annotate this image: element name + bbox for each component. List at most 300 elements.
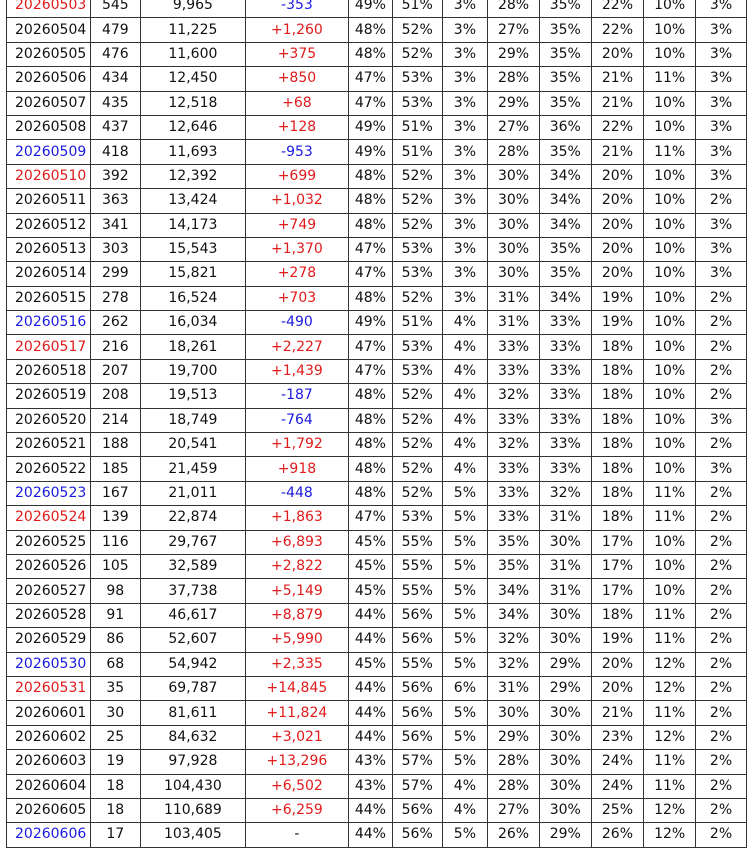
percent-cell-1: 49% bbox=[349, 311, 393, 335]
table-row bbox=[7, 554, 747, 578]
change-cell: +749 bbox=[245, 213, 348, 237]
percent-cell-5: 33% bbox=[539, 384, 591, 408]
percent-cell-8: 2% bbox=[696, 676, 747, 700]
rank-cell: 35 bbox=[90, 676, 140, 700]
rank-cell: 167 bbox=[90, 481, 140, 505]
percent-cell-1: 43% bbox=[349, 774, 393, 798]
percent-cell-8: 3% bbox=[696, 262, 747, 286]
percent-cell-4: 30% bbox=[488, 262, 540, 286]
percent-cell-7: 12% bbox=[644, 823, 696, 847]
percent-cell-7: 10% bbox=[644, 554, 696, 578]
count-cell: 104,430 bbox=[141, 774, 246, 798]
rank-cell: 299 bbox=[90, 262, 140, 286]
percent-cell-5: 33% bbox=[539, 433, 591, 457]
date-cell: 20260509 bbox=[7, 140, 91, 164]
rank-cell: 392 bbox=[90, 164, 140, 188]
percent-cell-8: 2% bbox=[696, 750, 747, 774]
date-cell: 20260530 bbox=[7, 652, 91, 676]
percent-cell-5: 29% bbox=[539, 676, 591, 700]
percent-cell-7: 10% bbox=[644, 262, 696, 286]
percent-cell-6: 25% bbox=[591, 798, 644, 822]
date-cell: 20260516 bbox=[7, 311, 91, 335]
count-cell: 15,543 bbox=[141, 237, 246, 261]
percent-cell-7: 10% bbox=[644, 213, 696, 237]
percent-cell-3: 4% bbox=[442, 359, 487, 383]
percent-cell-4: 28% bbox=[488, 774, 540, 798]
percent-cell-2: 55% bbox=[392, 652, 442, 676]
table-row bbox=[7, 652, 747, 676]
percent-cell-8: 2% bbox=[696, 286, 747, 310]
percent-cell-6: 18% bbox=[591, 457, 644, 481]
percent-cell-1: 47% bbox=[349, 506, 393, 530]
change-cell: -953 bbox=[245, 140, 348, 164]
percent-cell-6: 20% bbox=[591, 189, 644, 213]
table-row bbox=[7, 0, 747, 18]
percent-cell-7: 10% bbox=[644, 384, 696, 408]
percent-cell-4: 31% bbox=[488, 286, 540, 310]
change-cell: +375 bbox=[245, 42, 348, 66]
percent-cell-7: 11% bbox=[644, 506, 696, 530]
rank-cell: 68 bbox=[90, 652, 140, 676]
percent-cell-3: 3% bbox=[442, 237, 487, 261]
table-row bbox=[7, 91, 747, 115]
percent-cell-7: 11% bbox=[644, 701, 696, 725]
percent-cell-3: 5% bbox=[442, 530, 487, 554]
percent-cell-2: 57% bbox=[392, 774, 442, 798]
percent-cell-2: 52% bbox=[392, 408, 442, 432]
percent-cell-1: 48% bbox=[349, 384, 393, 408]
change-cell: +5,990 bbox=[245, 628, 348, 652]
rank-cell: 25 bbox=[90, 725, 140, 749]
percent-cell-8: 2% bbox=[696, 359, 747, 383]
percent-cell-7: 10% bbox=[644, 237, 696, 261]
percent-cell-8: 3% bbox=[696, 140, 747, 164]
percent-cell-1: 48% bbox=[349, 286, 393, 310]
percent-cell-2: 52% bbox=[392, 457, 442, 481]
change-cell: +3,021 bbox=[245, 725, 348, 749]
percent-cell-3: 3% bbox=[442, 91, 487, 115]
percent-cell-4: 29% bbox=[488, 725, 540, 749]
date-cell: 20260525 bbox=[7, 530, 91, 554]
count-cell: 21,011 bbox=[141, 481, 246, 505]
percent-cell-4: 28% bbox=[488, 140, 540, 164]
count-cell: 9,965 bbox=[141, 0, 246, 18]
count-cell: 11,693 bbox=[141, 140, 246, 164]
count-cell: 12,392 bbox=[141, 164, 246, 188]
count-cell: 37,738 bbox=[141, 579, 246, 603]
percent-cell-5: 30% bbox=[539, 774, 591, 798]
table-row bbox=[7, 42, 747, 66]
rank-cell: 216 bbox=[90, 335, 140, 359]
change-cell: +13,296 bbox=[245, 750, 348, 774]
percent-cell-2: 52% bbox=[392, 164, 442, 188]
percent-cell-3: 3% bbox=[442, 189, 487, 213]
percent-cell-6: 18% bbox=[591, 506, 644, 530]
percent-cell-1: 48% bbox=[349, 213, 393, 237]
rank-cell: 30 bbox=[90, 701, 140, 725]
percent-cell-7: 12% bbox=[644, 798, 696, 822]
change-cell: +2,335 bbox=[245, 652, 348, 676]
count-cell: 22,874 bbox=[141, 506, 246, 530]
rank-cell: 19 bbox=[90, 750, 140, 774]
percent-cell-2: 53% bbox=[392, 237, 442, 261]
percent-cell-4: 32% bbox=[488, 652, 540, 676]
rank-cell: 479 bbox=[90, 18, 140, 42]
date-cell: 20260513 bbox=[7, 237, 91, 261]
table-row bbox=[7, 506, 747, 530]
date-cell: 20260510 bbox=[7, 164, 91, 188]
percent-cell-7: 12% bbox=[644, 725, 696, 749]
percent-cell-1: 43% bbox=[349, 750, 393, 774]
percent-cell-6: 23% bbox=[591, 725, 644, 749]
percent-cell-4: 27% bbox=[488, 798, 540, 822]
percent-cell-4: 28% bbox=[488, 750, 540, 774]
percent-cell-7: 10% bbox=[644, 433, 696, 457]
percent-cell-8: 3% bbox=[696, 42, 747, 66]
date-cell: 20260603 bbox=[7, 750, 91, 774]
percent-cell-8: 3% bbox=[696, 408, 747, 432]
percent-cell-1: 48% bbox=[349, 457, 393, 481]
percent-cell-1: 48% bbox=[349, 433, 393, 457]
percent-cell-8: 2% bbox=[696, 506, 747, 530]
percent-cell-5: 31% bbox=[539, 554, 591, 578]
percent-cell-1: 49% bbox=[349, 0, 393, 18]
percent-cell-2: 56% bbox=[392, 798, 442, 822]
date-cell: 20260529 bbox=[7, 628, 91, 652]
rank-cell: 303 bbox=[90, 237, 140, 261]
percent-cell-1: 49% bbox=[349, 140, 393, 164]
percent-cell-2: 53% bbox=[392, 262, 442, 286]
percent-cell-2: 51% bbox=[392, 311, 442, 335]
percent-cell-3: 3% bbox=[442, 115, 487, 139]
percent-cell-5: 36% bbox=[539, 115, 591, 139]
percent-cell-6: 26% bbox=[591, 823, 644, 847]
percent-cell-4: 30% bbox=[488, 701, 540, 725]
percent-cell-6: 18% bbox=[591, 481, 644, 505]
percent-cell-6: 20% bbox=[591, 213, 644, 237]
change-cell: +1,863 bbox=[245, 506, 348, 530]
percent-cell-4: 34% bbox=[488, 603, 540, 627]
percent-cell-5: 35% bbox=[539, 42, 591, 66]
date-cell: 20260519 bbox=[7, 384, 91, 408]
percent-cell-6: 20% bbox=[591, 42, 644, 66]
change-cell: +699 bbox=[245, 164, 348, 188]
count-cell: 16,034 bbox=[141, 311, 246, 335]
percent-cell-3: 5% bbox=[442, 823, 487, 847]
count-cell: 81,611 bbox=[141, 701, 246, 725]
percent-cell-7: 10% bbox=[644, 18, 696, 42]
percent-cell-1: 47% bbox=[349, 237, 393, 261]
rank-cell: 98 bbox=[90, 579, 140, 603]
table-row bbox=[7, 481, 747, 505]
change-cell: +703 bbox=[245, 286, 348, 310]
table-row bbox=[7, 701, 747, 725]
percent-cell-2: 53% bbox=[392, 359, 442, 383]
change-cell: +1,439 bbox=[245, 359, 348, 383]
rank-cell: 435 bbox=[90, 91, 140, 115]
table-row bbox=[7, 433, 747, 457]
change-cell: +6,259 bbox=[245, 798, 348, 822]
change-cell: -187 bbox=[245, 384, 348, 408]
percent-cell-1: 47% bbox=[349, 67, 393, 91]
table-row bbox=[7, 311, 747, 335]
percent-cell-1: 44% bbox=[349, 628, 393, 652]
rank-cell: 278 bbox=[90, 286, 140, 310]
percent-cell-7: 11% bbox=[644, 140, 696, 164]
change-cell: -353 bbox=[245, 0, 348, 18]
percent-cell-2: 55% bbox=[392, 554, 442, 578]
change-cell: +8,879 bbox=[245, 603, 348, 627]
count-cell: 29,767 bbox=[141, 530, 246, 554]
percent-cell-8: 3% bbox=[696, 18, 747, 42]
percent-cell-2: 55% bbox=[392, 530, 442, 554]
table-row bbox=[7, 213, 747, 237]
percent-cell-3: 3% bbox=[442, 0, 487, 18]
percent-cell-2: 53% bbox=[392, 335, 442, 359]
percent-cell-1: 45% bbox=[349, 554, 393, 578]
count-cell: 84,632 bbox=[141, 725, 246, 749]
percent-cell-5: 30% bbox=[539, 750, 591, 774]
percent-cell-5: 34% bbox=[539, 213, 591, 237]
count-cell: 20,541 bbox=[141, 433, 246, 457]
change-cell: -448 bbox=[245, 481, 348, 505]
date-cell: 20260515 bbox=[7, 286, 91, 310]
percent-cell-2: 52% bbox=[392, 42, 442, 66]
percent-cell-5: 34% bbox=[539, 189, 591, 213]
table-row bbox=[7, 676, 747, 700]
percent-cell-7: 10% bbox=[644, 408, 696, 432]
date-cell: 20260524 bbox=[7, 506, 91, 530]
percent-cell-7: 12% bbox=[644, 652, 696, 676]
percent-cell-6: 18% bbox=[591, 603, 644, 627]
rank-cell: 437 bbox=[90, 115, 140, 139]
percent-cell-4: 30% bbox=[488, 213, 540, 237]
date-cell: 20260512 bbox=[7, 213, 91, 237]
percent-cell-3: 5% bbox=[442, 628, 487, 652]
change-cell: +278 bbox=[245, 262, 348, 286]
percent-cell-7: 10% bbox=[644, 286, 696, 310]
percent-cell-4: 28% bbox=[488, 67, 540, 91]
percent-cell-6: 24% bbox=[591, 750, 644, 774]
percent-cell-3: 3% bbox=[442, 286, 487, 310]
count-cell: 18,749 bbox=[141, 408, 246, 432]
count-cell: 11,600 bbox=[141, 42, 246, 66]
percent-cell-6: 19% bbox=[591, 286, 644, 310]
percent-cell-5: 33% bbox=[539, 408, 591, 432]
percent-cell-2: 57% bbox=[392, 750, 442, 774]
percent-cell-4: 29% bbox=[488, 91, 540, 115]
table-row bbox=[7, 579, 747, 603]
percent-cell-8: 2% bbox=[696, 530, 747, 554]
table-row bbox=[7, 359, 747, 383]
percent-cell-6: 17% bbox=[591, 554, 644, 578]
percent-cell-3: 3% bbox=[442, 67, 487, 91]
percent-cell-5: 30% bbox=[539, 628, 591, 652]
percent-cell-2: 56% bbox=[392, 823, 442, 847]
percent-cell-8: 3% bbox=[696, 213, 747, 237]
date-cell: 20260522 bbox=[7, 457, 91, 481]
rank-cell: 545 bbox=[90, 0, 140, 18]
date-cell: 20260518 bbox=[7, 359, 91, 383]
percent-cell-4: 33% bbox=[488, 506, 540, 530]
percent-cell-4: 30% bbox=[488, 164, 540, 188]
percent-cell-2: 51% bbox=[392, 0, 442, 18]
percent-cell-3: 3% bbox=[442, 18, 487, 42]
count-cell: 103,405 bbox=[141, 823, 246, 847]
change-cell: +5,149 bbox=[245, 579, 348, 603]
percent-cell-2: 56% bbox=[392, 628, 442, 652]
change-cell: +6,893 bbox=[245, 530, 348, 554]
percent-cell-5: 30% bbox=[539, 701, 591, 725]
rank-cell: 185 bbox=[90, 457, 140, 481]
change-cell: +1,260 bbox=[245, 18, 348, 42]
percent-cell-2: 53% bbox=[392, 91, 442, 115]
percent-cell-8: 2% bbox=[696, 335, 747, 359]
percent-cell-3: 5% bbox=[442, 481, 487, 505]
percent-cell-3: 5% bbox=[442, 725, 487, 749]
change-cell: +14,845 bbox=[245, 676, 348, 700]
percent-cell-4: 32% bbox=[488, 384, 540, 408]
percent-cell-2: 53% bbox=[392, 67, 442, 91]
change-cell: +1,370 bbox=[245, 237, 348, 261]
date-cell: 20260504 bbox=[7, 18, 91, 42]
percent-cell-1: 48% bbox=[349, 164, 393, 188]
percent-cell-8: 2% bbox=[696, 774, 747, 798]
percent-cell-1: 48% bbox=[349, 42, 393, 66]
count-cell: 13,424 bbox=[141, 189, 246, 213]
percent-cell-2: 52% bbox=[392, 213, 442, 237]
percent-cell-1: 44% bbox=[349, 701, 393, 725]
percent-cell-6: 20% bbox=[591, 676, 644, 700]
date-cell: 20260528 bbox=[7, 603, 91, 627]
percent-cell-2: 52% bbox=[392, 286, 442, 310]
table-row bbox=[7, 628, 747, 652]
percent-cell-7: 10% bbox=[644, 311, 696, 335]
count-cell: 12,646 bbox=[141, 115, 246, 139]
table-row bbox=[7, 823, 747, 847]
percent-cell-8: 3% bbox=[696, 237, 747, 261]
percent-cell-4: 27% bbox=[488, 115, 540, 139]
percent-cell-5: 29% bbox=[539, 823, 591, 847]
percent-cell-1: 44% bbox=[349, 676, 393, 700]
percent-cell-1: 49% bbox=[349, 115, 393, 139]
percent-cell-8: 2% bbox=[696, 311, 747, 335]
change-cell: +2,822 bbox=[245, 554, 348, 578]
count-cell: 110,689 bbox=[141, 798, 246, 822]
percent-cell-6: 24% bbox=[591, 774, 644, 798]
percent-cell-8: 3% bbox=[696, 164, 747, 188]
percent-cell-2: 51% bbox=[392, 140, 442, 164]
date-cell: 20260521 bbox=[7, 433, 91, 457]
percent-cell-5: 35% bbox=[539, 262, 591, 286]
count-cell: 21,459 bbox=[141, 457, 246, 481]
rank-cell: 363 bbox=[90, 189, 140, 213]
percent-cell-4: 33% bbox=[488, 481, 540, 505]
percent-cell-3: 4% bbox=[442, 384, 487, 408]
percent-cell-2: 56% bbox=[392, 676, 442, 700]
percent-cell-1: 44% bbox=[349, 798, 393, 822]
change-cell: +1,032 bbox=[245, 189, 348, 213]
change-cell: +11,824 bbox=[245, 701, 348, 725]
percent-cell-6: 22% bbox=[591, 18, 644, 42]
date-cell: 20260503 bbox=[7, 0, 91, 18]
rank-cell: 214 bbox=[90, 408, 140, 432]
date-cell: 20260531 bbox=[7, 676, 91, 700]
percent-cell-4: 33% bbox=[488, 335, 540, 359]
table-row bbox=[7, 408, 747, 432]
date-cell: 20260604 bbox=[7, 774, 91, 798]
percent-cell-2: 52% bbox=[392, 384, 442, 408]
table-row bbox=[7, 603, 747, 627]
count-cell: 16,524 bbox=[141, 286, 246, 310]
rank-cell: 418 bbox=[90, 140, 140, 164]
percent-cell-2: 56% bbox=[392, 701, 442, 725]
percent-cell-1: 48% bbox=[349, 18, 393, 42]
percent-cell-1: 48% bbox=[349, 189, 393, 213]
percent-cell-1: 47% bbox=[349, 335, 393, 359]
change-cell: +6,502 bbox=[245, 774, 348, 798]
percent-cell-2: 56% bbox=[392, 603, 442, 627]
percent-cell-7: 10% bbox=[644, 579, 696, 603]
rank-cell: 341 bbox=[90, 213, 140, 237]
percent-cell-3: 4% bbox=[442, 335, 487, 359]
table-row bbox=[7, 286, 747, 310]
percent-cell-6: 22% bbox=[591, 0, 644, 18]
percent-cell-5: 35% bbox=[539, 91, 591, 115]
rank-cell: 139 bbox=[90, 506, 140, 530]
rank-cell: 86 bbox=[90, 628, 140, 652]
change-cell: +68 bbox=[245, 91, 348, 115]
percent-cell-6: 20% bbox=[591, 164, 644, 188]
table-row bbox=[7, 335, 747, 359]
percent-cell-5: 34% bbox=[539, 164, 591, 188]
table-row bbox=[7, 750, 747, 774]
percent-cell-3: 5% bbox=[442, 603, 487, 627]
percent-cell-5: 30% bbox=[539, 798, 591, 822]
percent-cell-1: 44% bbox=[349, 823, 393, 847]
percent-cell-4: 33% bbox=[488, 457, 540, 481]
date-cell: 20260601 bbox=[7, 701, 91, 725]
count-cell: 97,928 bbox=[141, 750, 246, 774]
change-cell: +128 bbox=[245, 115, 348, 139]
table-row bbox=[7, 725, 747, 749]
percent-cell-6: 18% bbox=[591, 359, 644, 383]
percent-cell-3: 4% bbox=[442, 798, 487, 822]
count-cell: 52,607 bbox=[141, 628, 246, 652]
percent-cell-2: 51% bbox=[392, 115, 442, 139]
percent-cell-8: 2% bbox=[696, 628, 747, 652]
date-cell: 20260605 bbox=[7, 798, 91, 822]
percent-cell-4: 27% bbox=[488, 18, 540, 42]
count-cell: 11,225 bbox=[141, 18, 246, 42]
percent-cell-7: 10% bbox=[644, 91, 696, 115]
percent-cell-5: 30% bbox=[539, 725, 591, 749]
percent-cell-1: 47% bbox=[349, 91, 393, 115]
table-row bbox=[7, 237, 747, 261]
percent-cell-4: 31% bbox=[488, 311, 540, 335]
date-cell: 20260606 bbox=[7, 823, 91, 847]
percent-cell-4: 32% bbox=[488, 433, 540, 457]
count-cell: 12,518 bbox=[141, 91, 246, 115]
table-row bbox=[7, 189, 747, 213]
date-cell: 20260527 bbox=[7, 579, 91, 603]
percent-cell-1: 45% bbox=[349, 579, 393, 603]
percent-cell-3: 5% bbox=[442, 701, 487, 725]
percent-cell-8: 2% bbox=[696, 384, 747, 408]
percent-cell-8: 2% bbox=[696, 189, 747, 213]
percent-cell-6: 17% bbox=[591, 530, 644, 554]
percent-cell-6: 17% bbox=[591, 579, 644, 603]
